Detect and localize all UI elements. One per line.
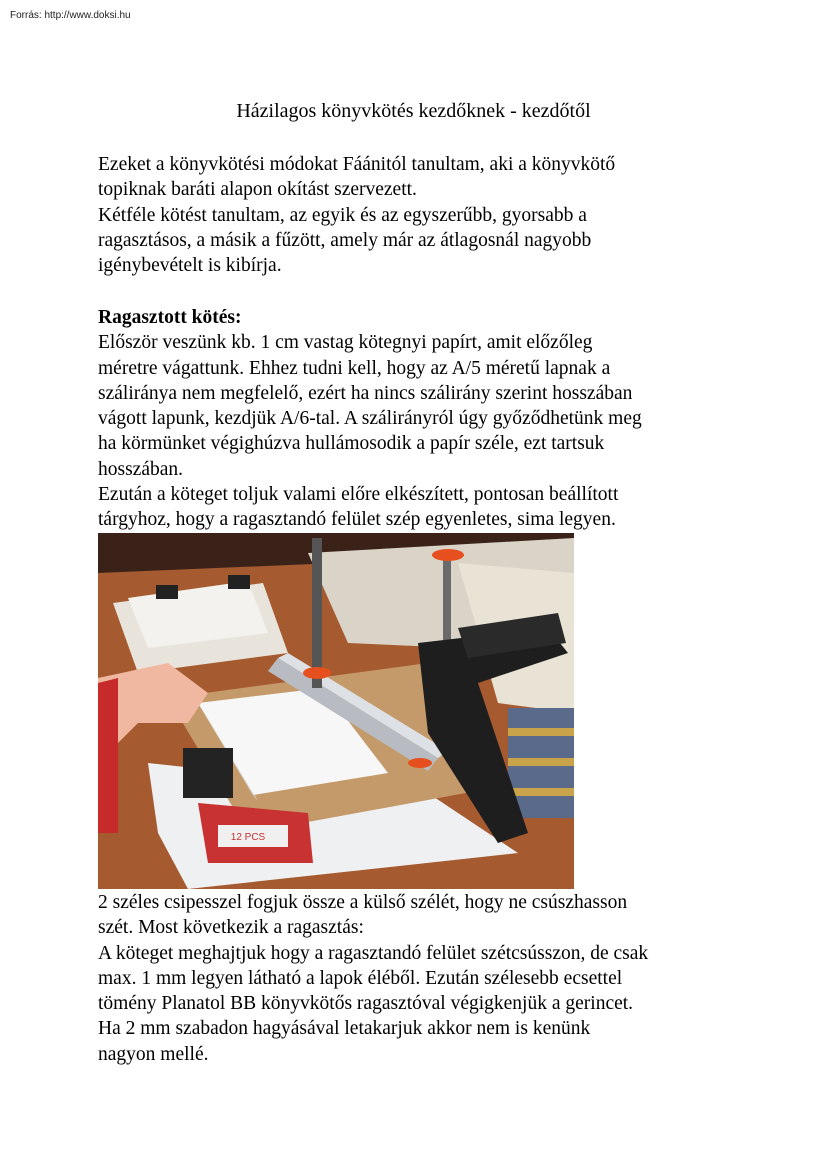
text-line: Kétféle kötést tanultam, az egyik és az egyszerűbb, gyorsabb a <box>98 204 587 226</box>
text-line: ha körmünket végighúzva hullámosodik a papír széle, ezt tartsuk <box>98 433 605 455</box>
text-line: nagyon mellé. <box>98 1043 209 1065</box>
source-credit: Forrás: http://www.doksi.hu <box>10 10 131 21</box>
text-line: A köteget meghajtjuk hogy a ragasztandó felület szétcsússzon, de csak <box>98 942 649 964</box>
text-line: szét. Most következik a ragasztás: <box>98 917 364 939</box>
text-line: Ezeket a könyvkötési módokat Fáánitól tanultam, aki a könyvkötő <box>98 154 616 175</box>
text-line: száliránya nem megfelelő, ezért ha nincs szálirány szerint hosszában <box>98 382 633 404</box>
box-label: 12 PCS <box>230 832 266 843</box>
text-line: vágott lapunk, kezdjük A/6-tal. A szálirányról úgy győződhetünk meg <box>98 408 642 430</box>
glued-binding-section <box>98 305 738 533</box>
text-line: max. 1 mm legyen látható a lapok éléből. Ezután szélesebb ecsettel <box>98 967 623 989</box>
bookbinding-photo <box>98 533 574 889</box>
text-line: 2 széles csipesszel fogjuk össze a külső szélét, hogy ne csúszhasson <box>98 892 628 913</box>
text-line: méretre vágattunk. Ehhez tudni kell, hogy az A/5 méretű lapnak a <box>98 357 611 379</box>
intro-paragraph <box>98 152 738 278</box>
text-line: tömény Planatol BB könyvkötős ragasztóval végigkenjük a gerincet. <box>98 993 634 1015</box>
text-line: Először veszünk kb. 1 cm vastag kötegnyi papírt, amit előzőleg <box>98 332 593 354</box>
text-line: ragasztásos, a másik a fűzött, amely már az átlagosnál nagyobb <box>98 229 592 251</box>
text-line: Ha 2 mm szabadon hagyásával letakarjuk akkor nem is kenünk <box>98 1018 591 1040</box>
text-line: tárgyhoz, hogy a ragasztandó felület szép egyenletes, sima legyen. <box>98 509 616 531</box>
text-line: hosszában. <box>98 458 184 480</box>
text-line: igénybevételt is kibírja. <box>98 255 282 277</box>
section-heading: Ragasztott kötés: <box>98 307 242 328</box>
gluing-paragraph <box>98 890 738 1067</box>
text-line: topiknak baráti alapon okítást szervezett. <box>98 179 417 201</box>
text-line: Ezután a köteget toljuk valami előre elkészített, pontosan beállított <box>98 484 619 506</box>
page-title: Házilagos könyvkötés kezdőknek - kezdőtől <box>236 100 591 122</box>
